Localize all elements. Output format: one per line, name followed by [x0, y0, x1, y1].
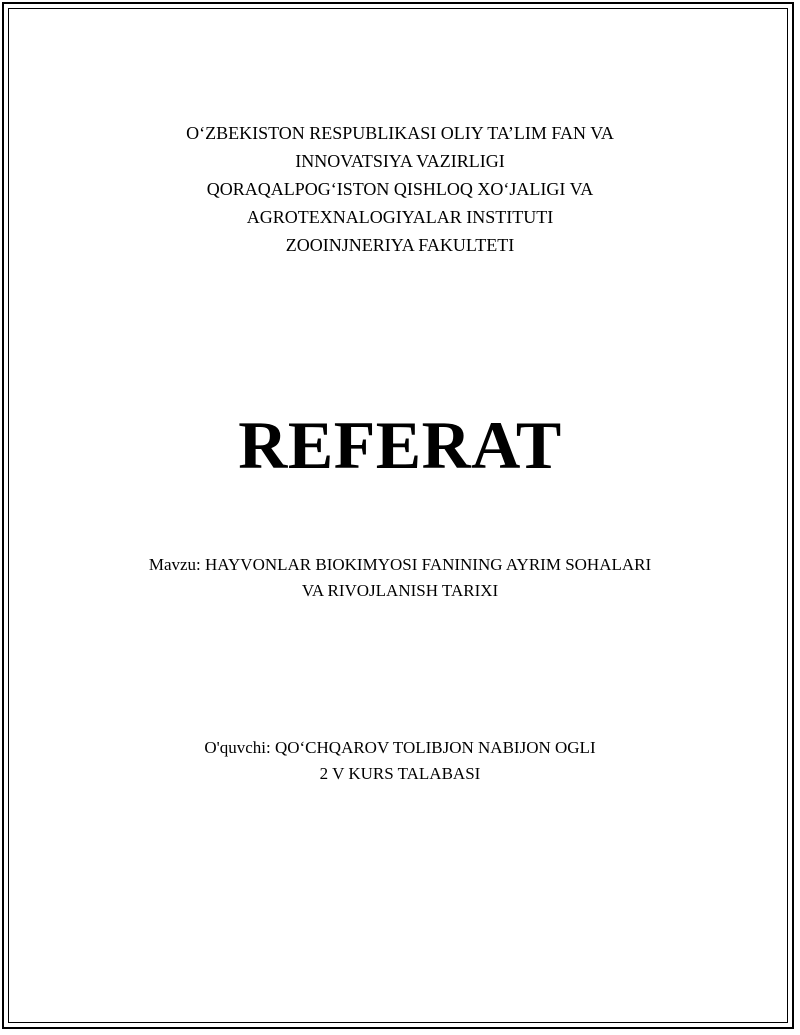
topic-block — [0, 552, 800, 604]
student-block — [0, 735, 800, 787]
header-line-faculty: ZOOINJNERIYA FAKULTETI — [285, 235, 515, 255]
topic-line-1: Mavzu: HAYVONLAR BIOKIMYOSI FANINING AYRIM SOHALARI — [148, 555, 652, 574]
document-title-block — [0, 405, 800, 485]
header-line-institute-2: AGROTEXNALOGIYALAR INSTITUTI — [246, 207, 554, 227]
header-line-ministry-2: INNOVATSIYA VAZIRLIGI — [295, 151, 505, 171]
header-line-ministry-1: O‘ZBEKISTON RESPUBLIKASI OLIY TA’LIM FAN VA — [186, 123, 614, 143]
header-line-institute-1: QORAQALPOG‘ISTON QISHLOQ XO‘JALIGI VA — [206, 179, 594, 199]
institution-header — [0, 119, 800, 259]
student-course: 2 V KURS TALABASI — [319, 764, 481, 783]
student-name: O'quvchi: QO‘CHQAROV TOLIBJON NABIJON OGLI — [204, 738, 596, 757]
document-title: REFERAT — [238, 407, 562, 483]
topic-line-2: VA RIVOJLANISH TARIXI — [301, 581, 499, 600]
